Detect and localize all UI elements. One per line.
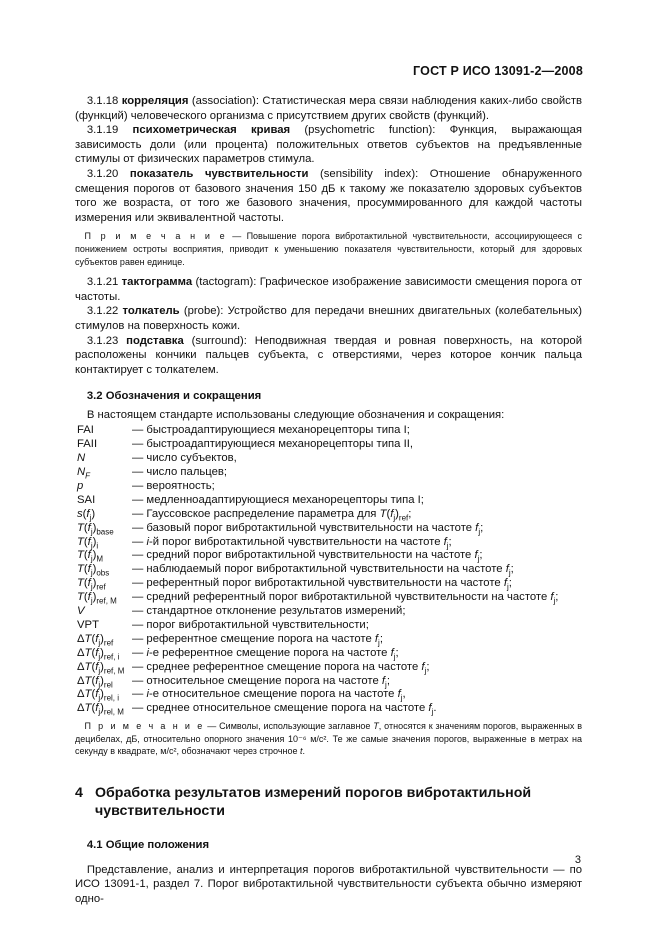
section-4-1-paragraph: Представление, анализ и интерпретация порогов вибротактильной чувствительности — по ИСО 13091-1, раздел 7. Порог вибротактильной чувствительности субъекта обычно измеряют одно-: [75, 863, 582, 905]
symbol-definition: — наблюдаемый порог вибротактильной чувствительности на частоте $f_j$;: [132, 563, 514, 578]
definition-3.1.19: [75, 123, 582, 167]
symbol: $T(f_j)_{ref}$: [77, 577, 106, 592]
symbol-definition: — число пальцев;: [132, 466, 228, 479]
symbol: $\Delta T(f_j)_{rel, M}$: [77, 702, 124, 717]
note-text: — Символы, использующие заглавное T, относятся к значениям порогов, выраженных в децибелах, дБ, относительно опорного значения 10⁻⁶ м/с². Те же самые значения порогов, выраженные в метрах на секунду в квадрате, м/с², обозначают через строчное t.: [75, 721, 583, 757]
symbol-row: [75, 687, 582, 701]
symbol-row: [75, 590, 582, 604]
definition-3.1.21: [75, 275, 582, 304]
symbol-definition: — среднее относительное смещение порога на частоте $f_j$.: [132, 702, 437, 717]
note-label: П р и м е ч а н и е: [84, 231, 227, 242]
symbol: $\Delta T(f_j)_{rel}$: [77, 674, 113, 689]
definition-text: (association): Статистическая мера связи наблюдения каких-либо свойств (функций) человеческого организма с присутствием других свойств (функций).: [75, 95, 583, 122]
definition-term: подставка: [126, 334, 184, 347]
definition-text: (tactogram): Графическое изображение зависимости смещения порога от частоты.: [75, 276, 582, 303]
symbol-definition: — i-й порог вибротактильной чувствительности на частоте $f_j$;: [132, 535, 452, 550]
symbol: SAI: [77, 493, 96, 506]
symbol-row: [75, 701, 582, 715]
definition-3.1.18: [75, 94, 582, 123]
symbol-definition: — референтный порог вибротактильной чувствительности на частоте $f_j$;: [132, 577, 512, 592]
symbol: $\Delta T(f_j)_{rel, i}$: [77, 688, 120, 703]
symbol: $s(f_j)$: [77, 507, 96, 523]
symbol-definition: — среднее референтное смещение порога на частоте $f_j$;: [132, 660, 430, 675]
symbol-row: [75, 535, 582, 549]
symbol-row: [75, 632, 582, 646]
note-1: [75, 230, 582, 268]
section-number: 4: [75, 784, 83, 801]
symbol: $\Delta T(f_j)_{ref, M}$: [77, 660, 125, 675]
symbol-definition: — порог вибротактильной чувствительности;: [132, 618, 369, 631]
symbol-row: [75, 493, 582, 507]
definition-text: (sensibility index): Отношение обнаруженного смещения порогов от базового значения 150 дБ к такому же показателю здоровых субъектов того же возраста, от того же базового значения, просуммированного для каждой частоты измерения или эквивалентной частоты.: [75, 167, 582, 224]
symbol: VPT: [77, 618, 99, 631]
symbol: $T(f_j)_M$: [77, 549, 104, 564]
section-3-2-intro: В настоящем стандарте использованы следующие обозначения и сокращения:: [86, 408, 505, 421]
note-2: [75, 720, 582, 758]
definition-3.1.20: [75, 167, 582, 225]
symbol-definition: — референтное смещение порога на частоте $f_j$;: [132, 632, 383, 648]
symbol: $T(f_j)_i$: [77, 535, 99, 550]
symbol-definition: — быстроадаптирующиеся механорецепторы типа II,: [132, 438, 413, 451]
symbol-definition: — относительное смещение порога на частоте $f_j$;: [132, 674, 390, 689]
symbol: $\Delta T(f_j)_{ref, i}$: [77, 646, 120, 661]
symbol: $T(f_j)_{obs}$: [77, 563, 110, 578]
symbol: $\Delta T(f_j)_{ref}$: [77, 632, 114, 648]
symbol: N: [77, 452, 86, 465]
symbol-definition: — i-е относительное смещение порога на частоте $f_j$,: [132, 688, 406, 703]
symbol-row: [75, 618, 582, 632]
symbol-definition: — базовый порог вибротактильной чувствительности на частоте $f_j$;: [132, 521, 484, 536]
symbol-definition: — стандартное отклонение результатов измерений;: [132, 605, 406, 618]
symbol-row: [75, 674, 582, 688]
section-title-text: Обработка результатов измерений порогов вибротактильной чувствительности: [95, 784, 532, 819]
note-label: П р и м е ч а н и е: [84, 721, 205, 732]
section-4-title: [75, 784, 582, 820]
symbol: $T(f_j)_{base}$: [77, 521, 114, 536]
symbol: V: [77, 605, 85, 618]
symbol-row: [75, 507, 582, 521]
definition-term: показатель чувствительности: [129, 167, 309, 180]
definition-number: 3.1.21: [86, 276, 119, 289]
symbol-definition: — i-е референтное смещение порога на частоте $f_j$;: [132, 646, 399, 661]
symbols-list: [75, 423, 582, 715]
definitions-block: [75, 94, 582, 225]
definition-number: 3.1.18: [86, 95, 119, 107]
symbol-definition: — средний порог вибротактильной чувствительности на частоте $f_j$;: [132, 549, 483, 564]
symbol: p: [77, 480, 84, 493]
symbol-row: [75, 604, 582, 618]
definition-number: 3.1.23: [86, 334, 119, 347]
symbol-row: [75, 660, 582, 674]
symbol-row: [75, 576, 582, 590]
symbol-definition: — быстроадаптирующиеся механорецепторы типа I;: [132, 424, 410, 437]
symbol-row: [75, 548, 582, 562]
definition-number: 3.1.19: [86, 124, 119, 137]
section-4-1-title: 4.1 Общие положения: [86, 838, 210, 851]
symbol-row: [75, 479, 582, 493]
note-text: — Повышение порога вибротактильной чувствительности, ассоциирующееся с понижением остроты восприятия, приводит к уменьшению показателя чувствительности, который для здоровых субъектов равен единице.: [75, 231, 582, 267]
section-3-2-title: 3.2 Обозначения и сокращения: [86, 390, 262, 403]
symbol-row: [75, 521, 582, 535]
definition-3.1.22: [75, 304, 582, 333]
definition-term: корреляция: [121, 95, 189, 107]
symbol-row: [75, 423, 582, 437]
symbol: FAI: [77, 424, 94, 437]
symbol-row: [75, 451, 582, 465]
definition-term: тактограмма: [121, 276, 193, 289]
definition-term: психометрическая кривая: [132, 124, 291, 137]
symbol-definition: — Гауссовское распределение параметра для $T(f_j)_{ref}$;: [132, 507, 412, 523]
symbol-row: [75, 437, 582, 451]
definition-text: (probe): Устройство для передачи внешних двигательных (колебательных) стимулов на поверхность кожи.: [75, 305, 583, 332]
definition-number: 3.1.22: [86, 305, 119, 318]
definitions-block-2: [75, 275, 582, 377]
definition-3.1.23: [75, 334, 582, 378]
symbol-row: [75, 562, 582, 576]
symbol: $N_F$: [77, 466, 91, 481]
symbol-definition: — число субъектов,: [132, 452, 237, 465]
symbol-row: [75, 465, 582, 479]
page-content: [75, 94, 582, 906]
symbol-row: [75, 646, 582, 660]
definition-term: толкатель: [122, 305, 180, 318]
page-number: 3: [574, 854, 581, 866]
symbol-definition: — средний референтный порог вибротактильной чувствительности на частоте $f_j$;: [132, 591, 559, 606]
symbol: $T(f_j)_{ref, M}$: [77, 591, 117, 606]
symbol-definition: — медленноадаптирующиеся механорецепторы типа I;: [132, 493, 424, 506]
definition-number: 3.1.20: [86, 167, 119, 180]
definition-text: (surround): Неподвижная твердая и ровная поверхность, на которой расположены кончики пальцев субъекта, с отверстиями, через которое кончик пальца контактирует с толкателем.: [75, 334, 583, 376]
symbol: FAII: [77, 438, 98, 451]
definition-text: (psychometric function): Функция, выражающая зависимость доли (или процента) положительных ответов субъектов на предъявленные стимулы от физических параметров стимула.: [75, 124, 583, 166]
symbol-definition: — вероятность;: [132, 480, 215, 493]
standard-header: ГОСТ Р ИСО 13091-2—2008: [413, 64, 583, 78]
